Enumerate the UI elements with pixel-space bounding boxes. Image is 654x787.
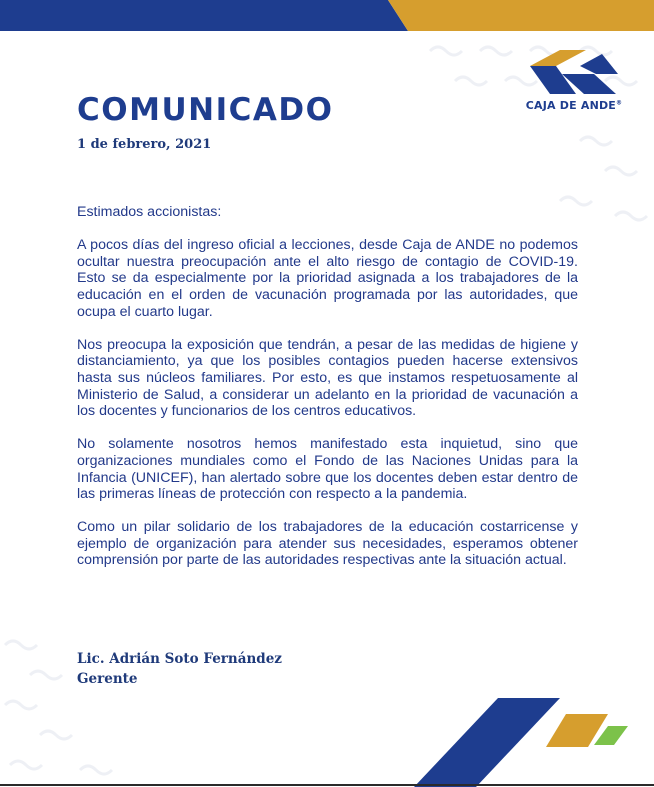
paragraph: Nos preocupa la exposición que tendrán, a pesar de las medidas de higiene y distanciamiento, ya que los posibles contagios pueden hacerse extensivos hasta sus núcleos familiares. Por esto, es que instamos respetuosamente al Ministerio de Salud, a considerar un adelanto en la prioridad de vacunación a los docentes y funcionarios de los centros educativos.: [77, 336, 578, 420]
paragraph: No solamente nosotros hemos manifestado esta inquietud, sino que organizaciones mundiales como el Fondo de las Naciones Unidas para la Infancia (UNICEF), han alertado sobre que los docentes deben estar dentro de las primeras líneas de protección con respecto a la pandemia.: [77, 436, 578, 503]
signature-block: [77, 649, 282, 689]
date-label: 1 de febrero, 2021: [77, 137, 212, 152]
logo-text: CAJA DE ANDE®: [525, 99, 623, 112]
paragraph: A pocos días del ingreso oficial a lecciones, desde Caja de ANDE no podemos ocultar nuestra preocupación ante el alto riesgo de contagio de COVID-19. Esto se da especialmente por la prioridad asignada a los trabajadores de la educación en el orden de vacunación programada por las autoridades, que ocupa el cuarto lugar.: [77, 237, 578, 320]
page-title: COMUNICADO: [77, 92, 334, 128]
top-header-band: [0, 0, 654, 31]
greeting: Estimados accionistas:: [77, 204, 222, 220]
letter-body: [77, 204, 578, 586]
signer-role: Gerente: [77, 671, 138, 687]
signer-name: Lic. Adrián Soto Fernández: [77, 651, 282, 667]
paragraph: Como un pilar solidario de los trabajadores de la educación costarricense y ejemplo de organización para atender sus necesidades, esperamos obtener comprensión por parte de las autoridades respectivas ante la situación actual.: [77, 519, 578, 569]
bottom-decoration: [0, 690, 654, 787]
